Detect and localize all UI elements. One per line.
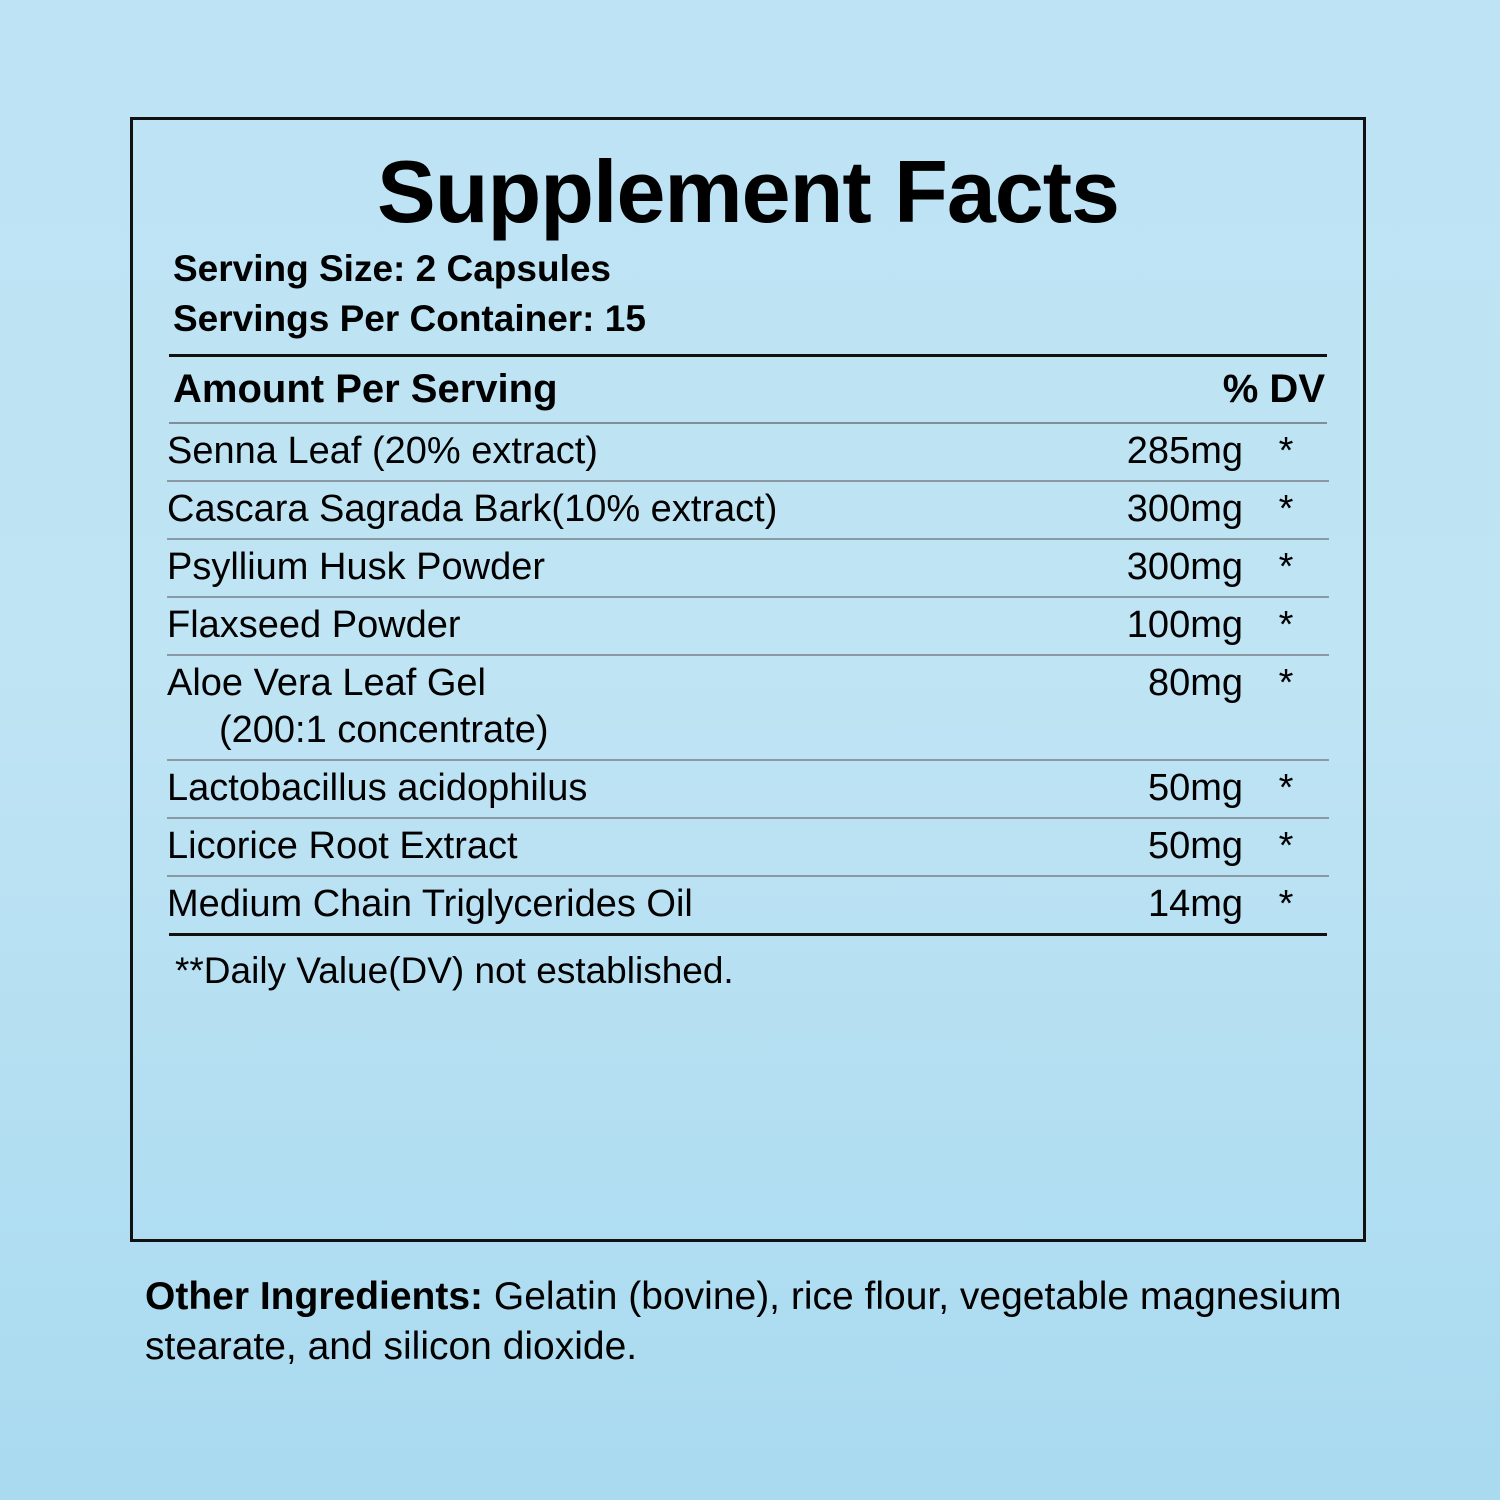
amount-per-serving-header: Amount Per Serving [173,367,558,412]
ingredient-name: Lactobacillus acidophilus [167,760,1043,818]
servings-per-container-text: Servings Per Container: 15 [173,298,646,340]
table-row [167,424,1329,481]
table-row [167,597,1329,655]
ingredient-name: Cascara Sagrada Bark(10% extract) [167,481,1043,539]
ingredient-amount: 300mg [1043,481,1243,539]
facts-panel [130,117,1366,1242]
other-ingredients-label: Other Ingredients: [145,1275,484,1318]
ingredient-name: Psyllium Husk Powder [167,539,1043,597]
ingredient-name-wrapper [167,655,1043,760]
ingredient-name: Medium Chain Triglycerides Oil [167,883,693,926]
ingredient-dv: * [1243,818,1329,876]
ingredient-dv: * [1278,883,1294,926]
table-row [167,481,1329,539]
ingredient-dv: * [1243,539,1329,597]
ingredient-amount: 50mg [1043,818,1243,876]
table-row [167,539,1329,597]
ingredient-name-continued: (200:1 concentrate) [219,709,549,752]
table-row [167,760,1329,818]
ingredient-amount: 50mg [1043,760,1243,818]
ingredient-dv: * [1243,481,1329,539]
ingredient-dv: * [1243,760,1329,818]
ingredient-name: Licorice Root Extract [167,818,1043,876]
ingredient-amount: 14mg [1147,883,1243,926]
table-row [167,655,1329,760]
ingredient-amount: 80mg [1043,655,1243,760]
other-ingredients [145,1272,1375,1372]
ingredient-dv: * [1243,597,1329,655]
serving-size-text: Serving Size: 2 Capsules [173,248,612,290]
ingredient-amount: 300mg [1043,539,1243,597]
ingredient-amount: 100mg [1043,597,1243,655]
ingredient-dv: * [1243,424,1329,481]
ingredient-amount: 285mg [1043,424,1243,481]
dv-header: % DV [1222,367,1325,412]
table-header-row [167,357,1329,422]
page-title: Supplement Facts [377,142,1119,241]
table-row [167,876,1329,933]
ingredient-name: Aloe Vera Leaf Gel [167,662,486,705]
ingredient-dv: * [1243,655,1329,760]
daily-value-footnote: **Daily Value(DV) not established. [175,950,734,992]
ingredient-name: Senna Leaf (20% extract) [167,424,1043,481]
other-ingredients-text: Gelatin (bovine), rice flour, vegetable magnesium stearate, and silicon dioxide. [145,1275,1342,1368]
table-row [167,818,1329,876]
ingredients-table [167,424,1329,933]
ingredient-name: Flaxseed Powder [167,597,1043,655]
